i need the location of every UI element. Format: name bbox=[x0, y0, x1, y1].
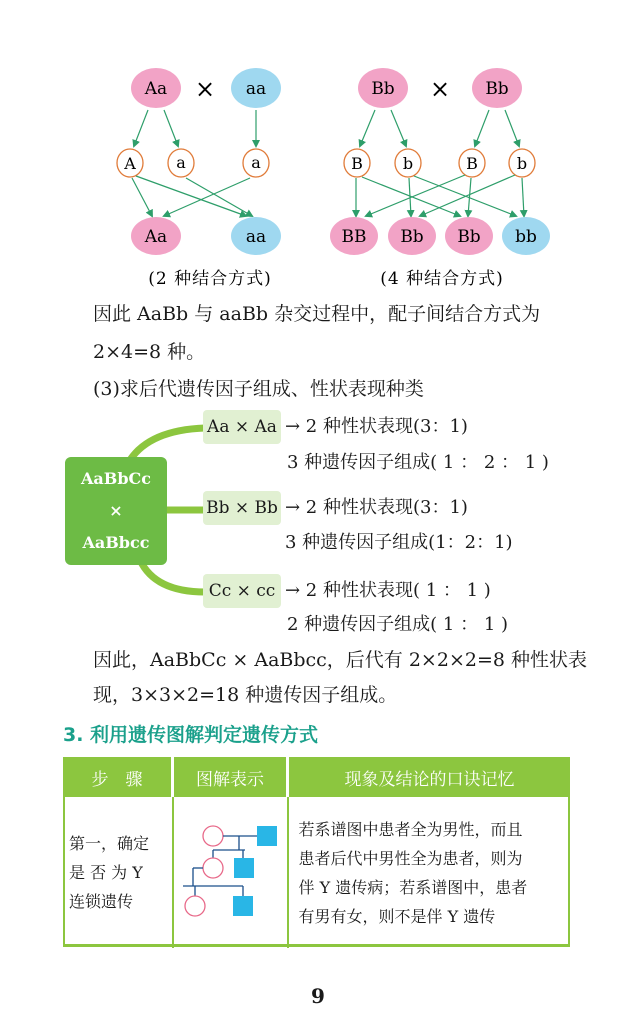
arrow-line bbox=[522, 178, 524, 216]
paragraph-line: 因此 AaBb 与 aaBb 杂交过程中，配子间结合方式为 bbox=[93, 303, 541, 325]
cross-left bbox=[117, 68, 281, 289]
cross-main-box bbox=[65, 457, 167, 565]
arrow-line bbox=[164, 110, 178, 146]
branch-line: → 2 种性状表现(3：1) bbox=[285, 497, 468, 518]
cross-caption: (2 种结合方式) bbox=[148, 269, 272, 289]
gamete-label: A bbox=[124, 154, 136, 173]
step-line: 是 否 为 Y bbox=[69, 863, 143, 882]
cross-symbol: × bbox=[194, 75, 216, 103]
table-header-step: 步 骤 bbox=[63, 757, 173, 797]
sub-heading: (3)求后代遗传因子组成、性状表现种类 bbox=[93, 378, 424, 400]
branch-line: 3 种遗传因子组成(1：2：1) bbox=[285, 532, 513, 553]
affected-male-symbol bbox=[257, 826, 277, 846]
arrow-line bbox=[186, 178, 252, 216]
affected-male-symbol bbox=[233, 896, 253, 916]
memo-line: 有男有女，则不是伴 Y 遗传 bbox=[298, 906, 496, 926]
main-cross-symbol: × bbox=[109, 501, 123, 520]
arrow-line bbox=[391, 110, 406, 146]
offspring-label: aa bbox=[245, 227, 267, 247]
table-row bbox=[63, 797, 570, 948]
memo-line: 伴 Y 遗传病；若系谱图中，患者 bbox=[298, 877, 528, 897]
gamete-label: B bbox=[351, 154, 363, 173]
offspring-label: BB bbox=[341, 227, 367, 247]
arrow-line bbox=[136, 176, 246, 216]
offspring-label: Aa bbox=[144, 227, 168, 247]
gamete-label: b bbox=[516, 154, 528, 173]
memo-line: 若系谱图中患者全为男性，而且 bbox=[298, 819, 523, 839]
gamete-label: B bbox=[466, 154, 478, 173]
table-header-memo: 现象及结论的口诀记忆 bbox=[288, 757, 571, 797]
pedigree-diagram bbox=[175, 798, 283, 938]
table-header-diagram: 图解表示 bbox=[173, 757, 288, 797]
branch-line: 2 种遗传因子组成( 1 ： 1 ) bbox=[287, 614, 509, 635]
paragraph-line: 现，3×3×2=18 种遗传因子组成。 bbox=[93, 684, 398, 706]
arrow-line bbox=[360, 110, 375, 146]
branch-box-cc: Cc × cc bbox=[203, 574, 281, 608]
parent-label: Aa bbox=[144, 79, 168, 99]
arrow-line bbox=[164, 178, 250, 216]
arrow-line bbox=[475, 110, 489, 146]
table-border-right bbox=[568, 795, 570, 945]
arrow-line bbox=[505, 110, 519, 146]
arrow-line bbox=[366, 175, 465, 216]
offspring-label: Bb bbox=[400, 227, 424, 247]
main-genotype-2: AaBbcc bbox=[82, 533, 150, 552]
paragraph-line: 因此，AaBbCc × AaBbcc，后代有 2×2×2=8 种性状表 bbox=[93, 649, 588, 671]
step-line: 连锁遗传 bbox=[69, 892, 134, 911]
table-cell-step bbox=[63, 797, 173, 948]
arrow-line bbox=[134, 110, 148, 146]
female-symbol bbox=[203, 826, 223, 846]
table-border-left bbox=[63, 795, 65, 945]
offspring-label: bb bbox=[515, 227, 537, 247]
branch-box-bb: Bb × Bb bbox=[203, 491, 281, 525]
parent-label: aa bbox=[245, 79, 267, 99]
branch-line: 3 种遗传因子组成( 1 ： 2 ： 1 ) bbox=[287, 452, 549, 473]
female-symbol bbox=[185, 896, 205, 916]
main-genotype-1: AaBbCc bbox=[81, 469, 151, 488]
step-line: 第一，确定 bbox=[69, 834, 150, 853]
gamete-label: a bbox=[176, 153, 186, 172]
gamete-label: a bbox=[251, 153, 261, 172]
female-symbol bbox=[203, 858, 223, 878]
section-heading: 3. 利用遗传图解判定遗传方式 bbox=[63, 724, 319, 746]
branch-line: → 2 种性状表现(3：1) bbox=[285, 416, 468, 437]
gamete-label: b bbox=[402, 154, 414, 173]
arrow-line bbox=[132, 178, 152, 216]
affected-male-symbol bbox=[234, 858, 254, 878]
page-number: 9 bbox=[311, 984, 325, 1008]
parent-label: Bb bbox=[371, 79, 395, 99]
offspring-label: Bb bbox=[457, 227, 481, 247]
pedigree-table bbox=[63, 757, 570, 947]
cross-symbol: × bbox=[429, 75, 451, 103]
parent-label: Bb bbox=[485, 79, 509, 99]
table-header-row bbox=[63, 757, 570, 797]
table-cell-diagram bbox=[173, 797, 288, 948]
cross-right bbox=[330, 68, 550, 289]
cross-diagrams bbox=[0, 0, 640, 300]
branch-box-aa: Aa × Aa bbox=[203, 410, 281, 444]
memo-line: 患者后代中男性全为患者，则为 bbox=[298, 848, 523, 868]
table-cell-memo bbox=[288, 797, 571, 948]
branch-line: → 2 种性状表现( 1 ： 1 ) bbox=[285, 580, 491, 601]
table-border-bottom bbox=[63, 944, 570, 947]
paragraph-line: 2×4=8 种。 bbox=[93, 341, 206, 363]
cross-caption: (4 种结合方式) bbox=[380, 269, 504, 289]
